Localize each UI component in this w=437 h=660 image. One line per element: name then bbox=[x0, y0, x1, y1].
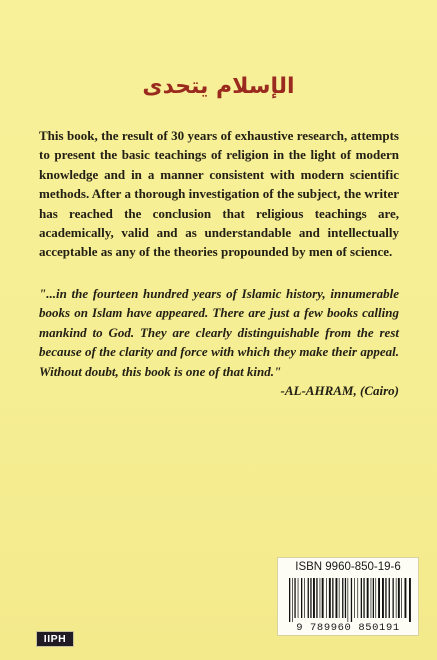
barcode-bar bbox=[357, 578, 358, 618]
barcode-bar bbox=[354, 578, 355, 618]
barcode-bar bbox=[373, 578, 374, 618]
barcode-bars bbox=[289, 578, 411, 622]
barcode-bar bbox=[389, 578, 390, 618]
barcode-bar bbox=[304, 578, 305, 618]
review-quote: "...in the fourteen hundred years of Islamic history, innumerable books on Islam have appeared. There are just a few books calling mankind to God. They are clearly distinguishable from the rest because of the clarity and force with which they make their appeal. Without doubt, this book is one of that kind." bbox=[39, 286, 399, 379]
barcode-bar bbox=[301, 578, 302, 618]
barcode-bar bbox=[339, 578, 340, 618]
barcode-bar bbox=[308, 578, 309, 618]
barcode-bar bbox=[371, 578, 372, 618]
barcode-bar bbox=[316, 578, 317, 618]
barcode-bar bbox=[329, 578, 331, 618]
barcode-digits: 9 789960 850191 bbox=[296, 622, 400, 634]
barcode-bar bbox=[351, 578, 352, 622]
barcode-bar bbox=[289, 578, 290, 622]
barcode-bar bbox=[320, 578, 321, 618]
barcode-bar bbox=[363, 578, 364, 618]
barcode-bar bbox=[310, 578, 311, 618]
barcode-bar bbox=[409, 578, 411, 622]
isbn-label: ISBN 9960-850-19-6 bbox=[295, 561, 401, 573]
barcode-bar bbox=[322, 578, 324, 618]
barcode-bar bbox=[361, 578, 362, 618]
barcode-bar bbox=[292, 578, 293, 622]
barcode-bar bbox=[348, 578, 349, 622]
barcode-bar bbox=[396, 578, 397, 618]
barcode-bar bbox=[385, 578, 386, 618]
barcode-bar bbox=[375, 578, 376, 618]
book-description: This book, the result of 30 years of exhaustive research, attempts to present the basic teachings of religion in the light of modern knowledge and in a manner consistent with modern scientific methods. After a thorough investigation of the subject, the writer has reached the conclusion that religious teachings are, academically, valid and as understandable and intellectually acceptable as any of the theories propounded by men of science. bbox=[39, 128, 399, 260]
arabic-title: الإسلام يتحدى bbox=[142, 74, 295, 99]
barcode-bar bbox=[313, 578, 315, 618]
barcode-bar bbox=[393, 578, 394, 618]
isbn-barcode bbox=[277, 557, 419, 636]
barcode-bar bbox=[401, 578, 402, 618]
barcode-bar bbox=[405, 578, 407, 618]
barcode-bar bbox=[336, 578, 338, 618]
barcode-bar bbox=[298, 578, 299, 618]
barcode-bar bbox=[398, 578, 400, 618]
publisher-logo bbox=[36, 631, 74, 647]
barcode-bar bbox=[294, 578, 295, 618]
review-quote-block bbox=[39, 284, 399, 400]
barcode-bar bbox=[332, 578, 333, 618]
quote-source: -AL-AHRAM, (Cairo) bbox=[280, 383, 399, 399]
barcode-bar bbox=[326, 578, 327, 618]
barcode-bar bbox=[367, 578, 369, 618]
barcode-bar bbox=[342, 578, 343, 618]
barcode-bar bbox=[378, 578, 380, 618]
barcode-bar bbox=[345, 578, 346, 618]
barcode-bar bbox=[382, 578, 384, 618]
publisher-logo-text: IIPH bbox=[43, 633, 67, 645]
